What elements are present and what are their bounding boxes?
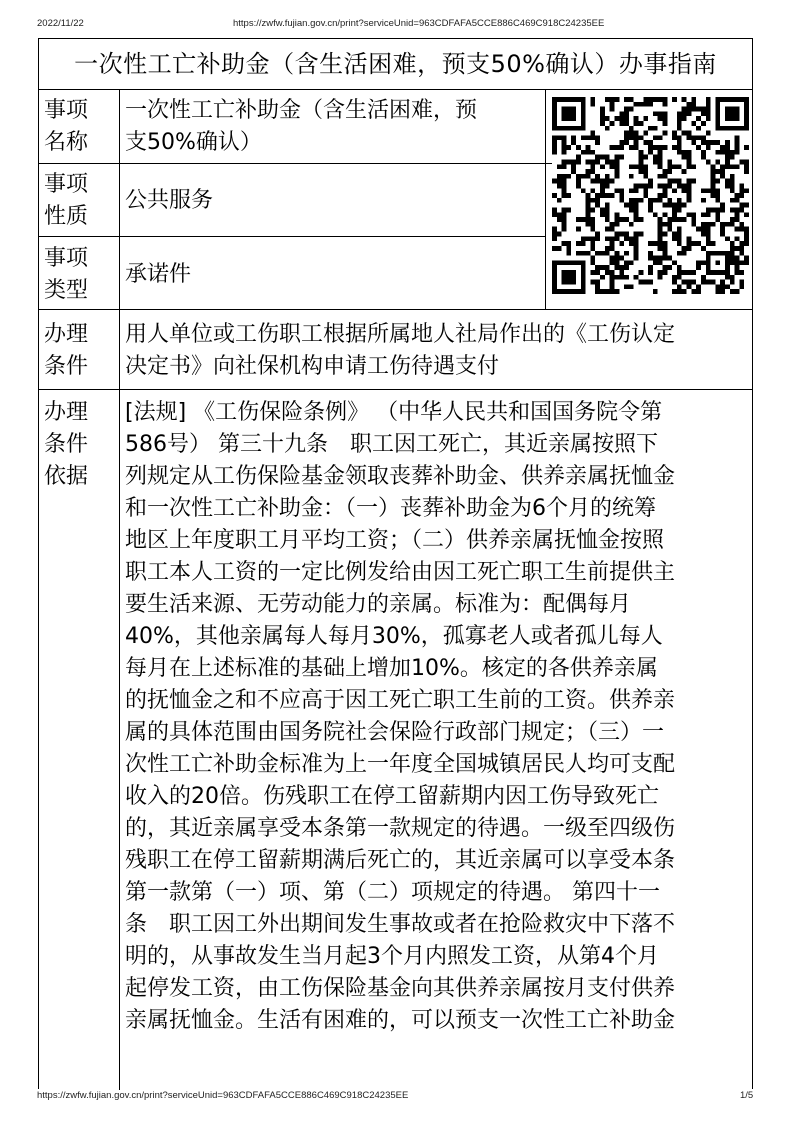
basis-text-line: 收入的20倍。伤残职工在停工留薪期内因工伤导致死亡 [125, 784, 659, 809]
print-footer [0, 1090, 793, 1104]
basis-text-line: 每月在上述标准的基础上增加10%。核定的各供养亲属 [125, 656, 658, 681]
value-item-nature: 公共服务 [125, 188, 214, 213]
basis-text-line: 40%，其他亲属每人每月30%，孤寡老人或者孤儿每人 [125, 624, 663, 649]
value-item-type: 承诺件 [125, 262, 192, 287]
label-item-type: 事项 类型 [44, 246, 89, 303]
page-number: 1/5 [740, 1090, 754, 1101]
basis-text-line: 次性工亡补助金标准为上一年度全国城镇居民人均可支配 [125, 752, 676, 777]
row-divider [39, 309, 752, 310]
value-conditions: 用人单位或工伤职工根据所属地人社局作出的《工伤认定 决定书》向社保机构申请工伤待遇支付 [125, 322, 676, 379]
basis-text-line: 明的，从事故发生当月起3个月内照发工资，从第4个月 [125, 944, 659, 969]
qr-column-divider [545, 89, 546, 309]
basis-text-line: 亲属抚恤金。生活有困难的，可以预支一次性工亡补助金 [125, 1008, 676, 1033]
value-conditions-basis [125, 397, 675, 1037]
footer-url: https://zwfw.fujian.gov.cn/print?serviceUnid=963CDFAFA5CCE886C469C918C24235EE [37, 1090, 409, 1101]
print-url: https://zwfw.fujian.gov.cn/print?serviceUnid=963CDFAFA5CCE886C469C918C24235EE [233, 18, 605, 29]
value-item-name: 一次性工亡补助金（含生活困难，预 支50%确认） [125, 98, 478, 155]
label-column-divider [119, 89, 120, 1090]
basis-text-line: 的抚恤金之和不应高于因工死亡职工生前的工资。供养亲 [125, 688, 676, 713]
print-header [0, 18, 793, 32]
qr-code-icon [552, 97, 749, 294]
basis-text-line: 的，其近亲属享受本条第一款规定的待遇。一级至四级伤 [125, 816, 676, 841]
page-title: 一次性工亡补助金（含生活困难，预支50%确认）办事指南 [39, 39, 752, 90]
basis-text-line: 职工本人工资的一定比例发给由因工死亡职工生前提供主 [125, 560, 676, 585]
basis-text-line: 条 职工因工外出期间发生事故或者在抢险救灾中下落不 [125, 912, 676, 937]
label-conditions: 办理 条件 [44, 322, 89, 379]
basis-text-line: 和一次性工亡补助金：（一）丧葬补助金为6个月的统筹 [125, 496, 656, 521]
row-divider [39, 163, 119, 164]
basis-text-line: 列规定从工伤保险基金领取丧葬补助金、供养亲属抚恤金 [125, 464, 676, 489]
label-conditions-basis: 办理 条件 依据 [44, 400, 89, 489]
guide-table [38, 38, 753, 1089]
row-divider [119, 163, 587, 164]
basis-text-line: 残职工在停工留薪期满后死亡的，其近亲属可以享受本条 [125, 848, 676, 873]
basis-text-line: 属的具体范围由国务院社会保险行政部门规定；（三）一 [125, 720, 665, 745]
label-item-nature: 事项 性质 [44, 172, 89, 229]
basis-text-line: [法规] 《工伤保险条例》 （中华人民共和国国务院令第 [125, 400, 663, 425]
basis-text-line: 要生活来源、无劳动能力的亲属。标准为：配偶每月 [125, 592, 632, 617]
basis-text-line: 586号） 第三十九条 职工因工死亡，其近亲属按照下 [125, 432, 658, 457]
row-divider [39, 236, 545, 237]
basis-text-line: 地区上年度职工月平均工资；（二）供养亲属抚恤金按照 [125, 528, 665, 553]
basis-text-line: 起停发工资，由工伤保险基金向其供养亲属按月支付供养 [125, 976, 676, 1001]
basis-text-line: 第一款第（一）项、第（二）项规定的待遇。 第四十一 [125, 880, 660, 905]
label-item-name: 事项 名称 [44, 98, 89, 155]
row-divider [39, 389, 752, 390]
print-date: 2022/11/22 [37, 18, 84, 29]
